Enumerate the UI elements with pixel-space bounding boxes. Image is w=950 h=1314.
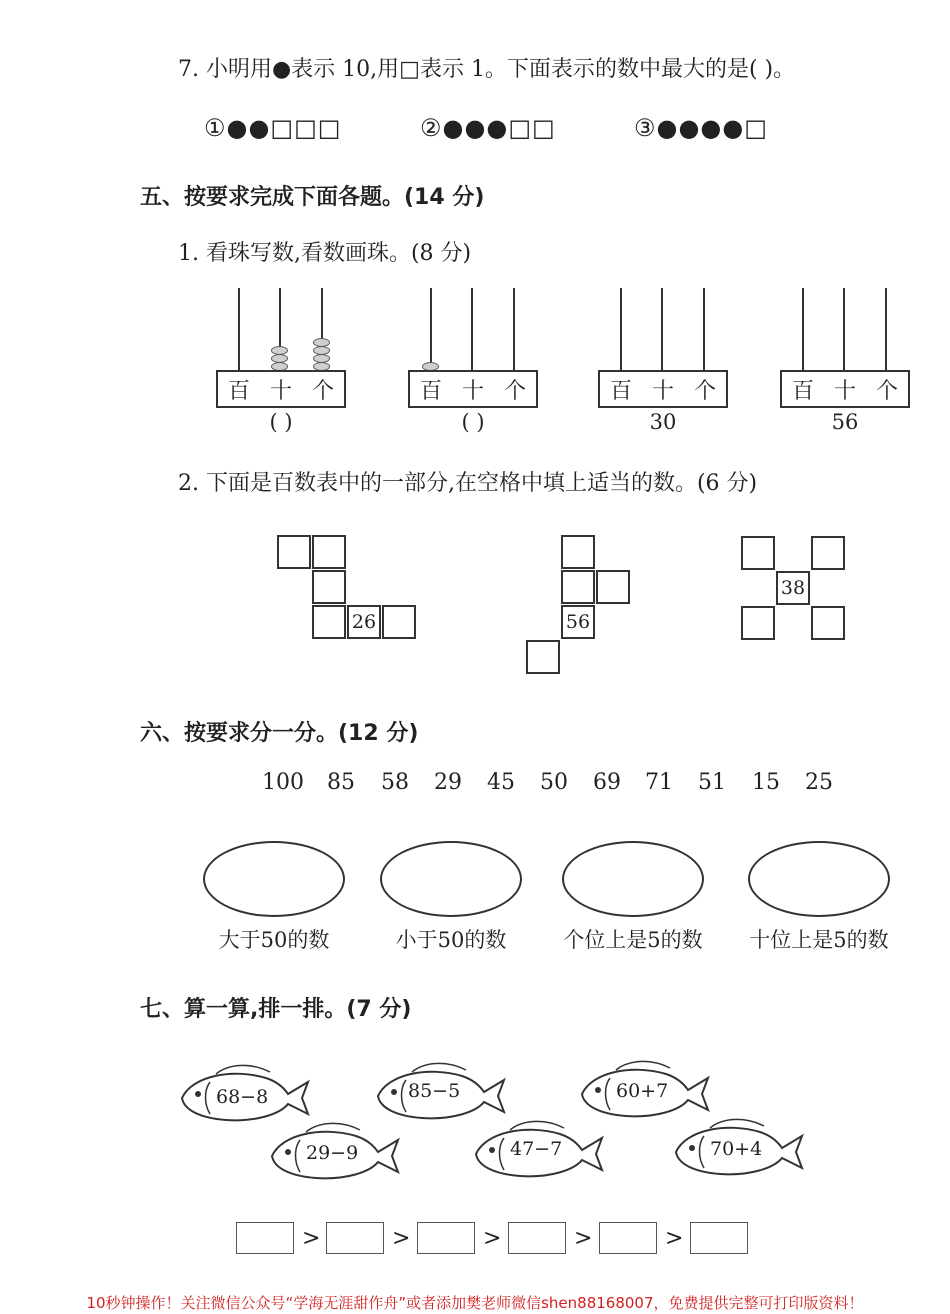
category-label-4: 十位上是5的数 [749, 928, 889, 952]
option-3: ③●●●●□ [634, 114, 768, 142]
order-box-4[interactable] [508, 1222, 566, 1254]
number-item: 15 [752, 770, 780, 795]
order-box-3[interactable] [417, 1222, 475, 1254]
grid-cell[interactable] [526, 640, 560, 674]
grid-cell[interactable] [741, 536, 775, 570]
greater-than: > [302, 1226, 321, 1251]
label-hundreds: 百 [609, 378, 632, 404]
abacus-2 [408, 288, 538, 438]
fish-2 [372, 1060, 508, 1124]
label-ones: 个 [503, 378, 526, 404]
sort-oval-2[interactable] [380, 841, 522, 917]
fish-expression: 29−9 [306, 1142, 359, 1164]
number-item: 85 [327, 770, 355, 795]
label-tens: 十 [833, 378, 856, 404]
grid-cell-given: 26 [347, 605, 381, 639]
order-box-2[interactable] [326, 1222, 384, 1254]
number-item: 100 [262, 770, 304, 795]
grid-cell[interactable] [312, 605, 346, 639]
category-label-1: 大于50的数 [218, 928, 330, 952]
section-6-title: 六、按要求分一分。(12 分) [140, 721, 419, 746]
grid-cell[interactable] [561, 535, 595, 569]
abacus-4 [780, 288, 910, 438]
label-ones: 个 [875, 378, 898, 404]
number-item: 58 [381, 770, 409, 795]
fish-expression: 85−5 [408, 1080, 461, 1102]
option-2: ②●●●□□ [420, 114, 556, 142]
grid-cell[interactable] [561, 570, 595, 604]
sort-oval-3[interactable] [562, 841, 704, 917]
number-item: 45 [487, 770, 515, 795]
label-tens: 十 [269, 378, 292, 404]
grid-cell[interactable] [596, 570, 630, 604]
label-hundreds: 百 [791, 378, 814, 404]
grid-cell[interactable] [741, 606, 775, 640]
abacus-2-answer[interactable]: ( ) [461, 410, 485, 434]
fish-4 [266, 1120, 402, 1184]
abacus-1 [216, 288, 346, 438]
question-7: 7. 小明用●表示 10,用□表示 1。下面表示的数中最大的是( )。 [178, 57, 796, 82]
section-5-q1: 1. 看珠写数,看数画珠。(8 分) [178, 241, 472, 266]
option-1: ①●●□□□ [204, 114, 342, 142]
greater-than: > [665, 1226, 684, 1251]
label-hundreds: 百 [419, 378, 442, 404]
number-item: 29 [434, 770, 462, 795]
grid-cell[interactable] [277, 535, 311, 569]
grid-cell-given: 38 [776, 571, 810, 605]
fish-expression: 47−7 [510, 1138, 563, 1160]
grid-cell[interactable] [811, 606, 845, 640]
grid-cell[interactable] [312, 535, 346, 569]
greater-than: > [574, 1226, 593, 1251]
number-item: 69 [593, 770, 621, 795]
label-hundreds: 百 [227, 378, 250, 404]
fish-expression: 70+4 [710, 1138, 763, 1160]
section-5-title: 五、按要求完成下面各题。(14 分) [140, 185, 485, 210]
section-7-title: 七、算一算,排一排。(7 分) [140, 997, 412, 1022]
section-5-q2: 2. 下面是百数表中的一部分,在空格中填上适当的数。(6 分) [178, 471, 758, 496]
abacus-1-answer[interactable]: ( ) [269, 410, 293, 434]
category-label-3: 个位上是5的数 [563, 928, 703, 952]
fish-6 [670, 1116, 806, 1180]
fish-3 [576, 1058, 712, 1122]
fish-expression: 60+7 [616, 1080, 669, 1102]
abacus-4-number: 56 [831, 410, 859, 434]
abacus-3 [598, 288, 728, 438]
label-ones: 个 [693, 378, 716, 404]
order-box-1[interactable] [236, 1222, 294, 1254]
fish-expression: 68−8 [216, 1086, 269, 1108]
category-label-2: 小于50的数 [395, 928, 507, 952]
greater-than: > [392, 1226, 411, 1251]
order-box-5[interactable] [599, 1222, 657, 1254]
number-item: 71 [645, 770, 673, 795]
sort-oval-1[interactable] [203, 841, 345, 917]
footer-promo: 10秒钟操作！关注微信公众号“学海无涯甜作舟”或者添加樊老师微信shen88168007，免费提供完整可打印版资料！ [86, 1294, 864, 1312]
label-tens: 十 [651, 378, 674, 404]
fish-1 [176, 1062, 312, 1126]
label-ones: 个 [311, 378, 334, 404]
number-item: 25 [805, 770, 833, 795]
fish-5 [470, 1118, 606, 1182]
grid-cell[interactable] [811, 536, 845, 570]
sort-oval-4[interactable] [748, 841, 890, 917]
number-item: 50 [540, 770, 568, 795]
grid-cell[interactable] [312, 570, 346, 604]
grid-cell[interactable] [382, 605, 416, 639]
number-item: 51 [698, 770, 726, 795]
abacus-3-number: 30 [649, 410, 677, 434]
greater-than: > [483, 1226, 502, 1251]
grid-cell-given: 56 [561, 605, 595, 639]
order-box-6[interactable] [690, 1222, 748, 1254]
label-tens: 十 [461, 378, 484, 404]
